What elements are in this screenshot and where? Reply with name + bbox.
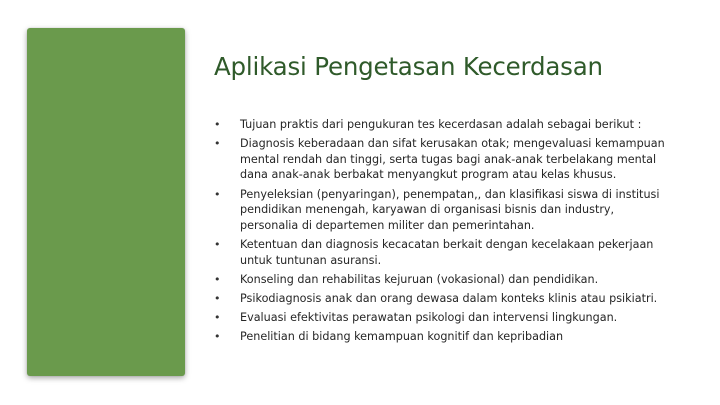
bullet-text: Konseling dan rehabilitas kejuruan (vokasional) dan pendidikan.: [240, 272, 599, 286]
bullet-dot-icon: •: [214, 137, 221, 151]
bullet-list: [214, 117, 674, 348]
bullet-text: Penyeleksian (penyaringan), penempatan,, dan klasifikasi siswa di institusi pendidikan menengah, karyawan di organisasi bisnis dan industry, personalia di departemen militer dan pemerintahan.: [240, 187, 660, 232]
bullet-item: [214, 329, 674, 345]
bullet-dot-icon: •: [214, 272, 221, 286]
bullet-text: Diagnosis keberadaan dan sifat kerusakan otak; mengevaluasi kemampuan mental rendah dan tinggi, serta tugas bagi anak-anak terbelakang mental dana anak-anak berbakat menyangkut program atau kelas khusus.: [240, 137, 665, 182]
bullet-dot-icon: •: [214, 330, 221, 344]
bullet-dot-icon: •: [214, 311, 221, 325]
bullet-dot-icon: •: [214, 237, 221, 251]
bullet-item: [214, 291, 674, 307]
bullet-dot-icon: •: [214, 187, 221, 201]
bullet-text: Penelitian di bidang kemampuan kognitif dan kepribadian: [240, 330, 564, 344]
bullet-item: [214, 310, 674, 326]
bullet-item: [214, 272, 674, 288]
bullet-text: Tujuan praktis dari pengukuran tes kecerdasan adalah sebagai berikut :: [240, 118, 642, 131]
bullet-dot-icon: •: [214, 291, 221, 305]
bullet-item: [214, 136, 674, 183]
bullet-text: Psikodiagnosis anak dan orang dewasa dalam konteks klinis atau psikiatri.: [240, 291, 658, 305]
bullet-text: Ketentuan dan diagnosis kecacatan berkait dengan kecelakaan pekerjaan untuk tuntunan asuransi.: [240, 237, 654, 267]
slide-title: Aplikasi Pengetasan Kecerdasan: [214, 52, 603, 81]
bullet-text: Evaluasi efektivitas perawatan psikologi dan intervensi lingkungan.: [240, 311, 618, 325]
bullet-item: [214, 237, 674, 268]
bullet-dot-icon: •: [214, 118, 221, 131]
green-accent-panel: [27, 28, 185, 376]
bullet-item: [214, 117, 674, 133]
bullet-item: [214, 187, 674, 234]
